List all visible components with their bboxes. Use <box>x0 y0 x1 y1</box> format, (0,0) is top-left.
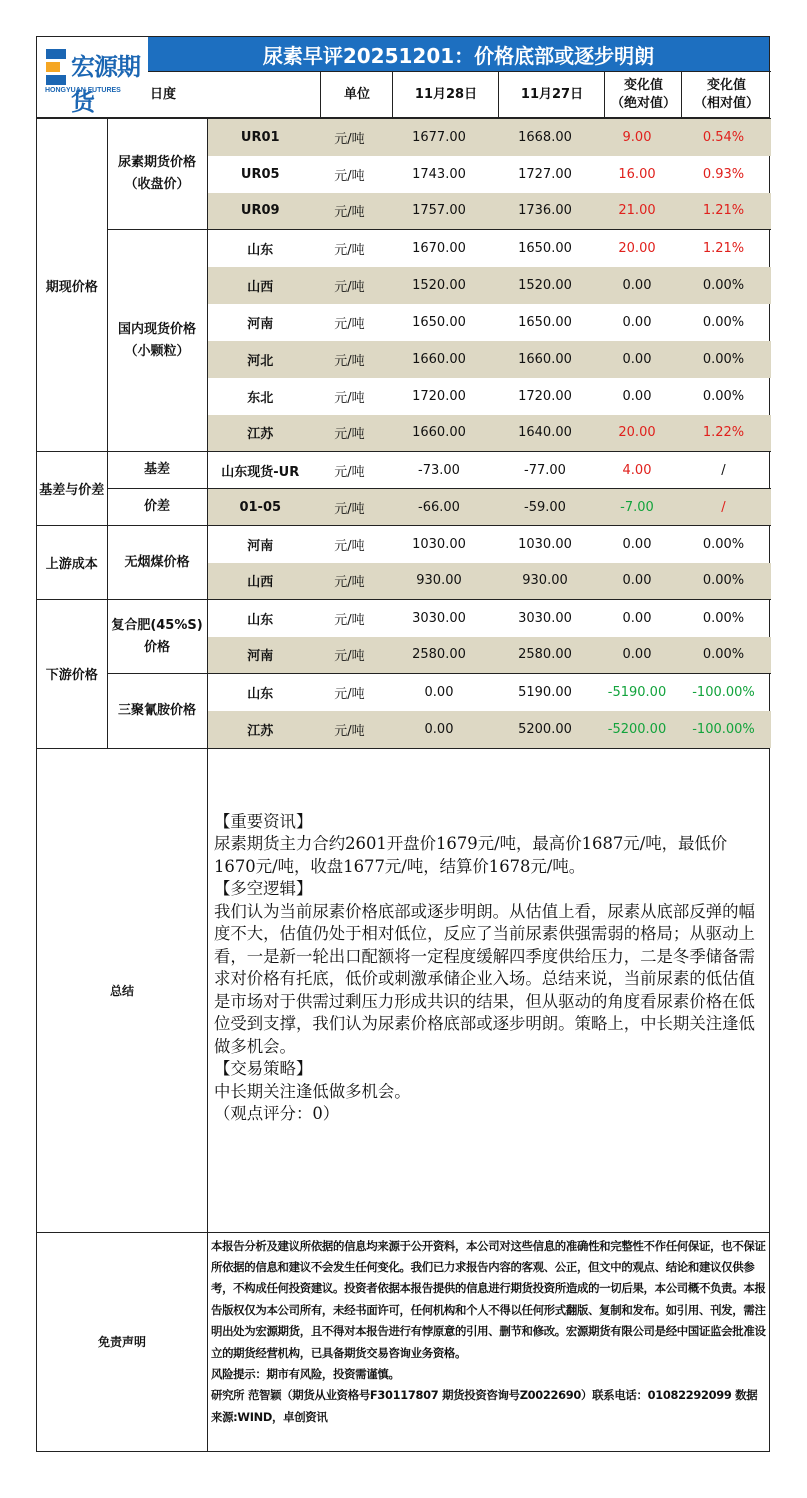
disclaimer-label: 免责声明 <box>37 1233 208 1451</box>
value-date1-cell: 0.00 <box>386 711 492 748</box>
item-cell: 河南 <box>207 637 313 674</box>
header-date2: 11月27日 <box>498 71 605 118</box>
group-name-line: （小颗粒） <box>124 343 190 359</box>
rel-change-cell: 1.21% <box>676 193 771 230</box>
group-name-cell <box>107 119 207 230</box>
item-cell: 东北 <box>247 390 274 406</box>
abs-change-cell: 0.00 <box>598 341 676 378</box>
value-date2-cell: 1650.00 <box>518 314 572 330</box>
value-date2-cell: 1520.00 <box>492 267 598 304</box>
group-name-cell <box>107 526 207 600</box>
abs-change-cell: 0.00 <box>622 314 652 330</box>
value-date1-cell: 1743.00 <box>412 166 466 182</box>
table-row <box>37 452 771 489</box>
group-name-line: 无烟煤价格 <box>124 554 190 570</box>
item-cell: 山东 <box>207 600 313 637</box>
group-name-cell <box>107 230 207 452</box>
abs-change-cell: 9.00 <box>598 119 676 156</box>
value-date1-cell: 2580.00 <box>386 637 492 674</box>
table-row <box>37 119 771 156</box>
item-cell: 山西 <box>207 563 313 600</box>
item-cell: 江苏 <box>207 415 313 452</box>
report-header <box>36 36 770 117</box>
header-rel-change <box>681 71 771 118</box>
table-row <box>37 600 771 637</box>
table-row <box>37 489 771 526</box>
group-name-line: 价格 <box>143 639 170 655</box>
rel-change-cell: 0.00% <box>702 388 745 404</box>
value-date2-cell: 5190.00 <box>492 674 598 711</box>
item-cell: 山西 <box>207 267 313 304</box>
unit-cell: 元/吨 <box>313 674 386 711</box>
summary-strategy-text: 中长期关注逢低做多机会。 <box>214 1081 411 1101</box>
unit-cell: 元/吨 <box>313 119 386 156</box>
unit-cell: 元/吨 <box>313 193 386 230</box>
rel-change-cell: / <box>676 489 771 526</box>
item-cell: UR01 <box>207 119 313 156</box>
rel-change-cell: 0.00% <box>676 563 771 600</box>
report-title: 尿素早评20251201：价格底部或逐步明朗 <box>148 37 769 71</box>
category-cell: 基差与价差 <box>37 452 107 526</box>
unit-cell: 元/吨 <box>313 415 386 452</box>
value-date1-cell: 1720.00 <box>412 388 466 404</box>
rel-change-cell: 0.54% <box>676 119 771 156</box>
abs-change-cell: -7.00 <box>598 489 676 526</box>
abs-change-cell: 0.00 <box>598 267 676 304</box>
value-date1-cell: 1660.00 <box>386 415 492 452</box>
summary-score: （观点评分：0） <box>214 1104 340 1123</box>
unit-cell: 元/吨 <box>313 230 386 267</box>
company-logo <box>37 37 148 115</box>
disclaimer-body <box>211 1236 767 1429</box>
item-cell: UR05 <box>240 166 280 182</box>
value-date1-cell: 1670.00 <box>386 230 492 267</box>
rel-change-cell: 0.00% <box>676 267 771 304</box>
price-table-wrap <box>36 117 770 748</box>
unit-cell: 元/吨 <box>313 489 386 526</box>
unit-cell: 元/吨 <box>334 316 365 332</box>
header-date1: 11月28日 <box>392 71 499 118</box>
item-cell: UR09 <box>207 193 313 230</box>
rel-change-cell: 0.00% <box>676 341 771 378</box>
abs-change-cell: -5200.00 <box>598 711 676 748</box>
rel-change-cell: 1.21% <box>676 230 771 267</box>
group-name-cell <box>107 600 207 674</box>
item-cell: 河北 <box>207 341 313 378</box>
unit-cell: 元/吨 <box>313 526 386 563</box>
abs-change-cell: 0.00 <box>622 388 652 404</box>
group-name-line: 国内现货价格 <box>117 321 196 337</box>
table-row <box>37 526 771 563</box>
summary-logic-text: 我们认为当前尿素价格底部或逐步明朗。从估值上看，尿素从底部反弹的幅度不大，估值仍处于相对低位，反应了当前尿素供强需弱的格局；从驱动上看，一是新一轮出口配额将一定程度缓解四季度供给压力，二是冬季储备需求对价格有托底，低价或刺激承储企业入场。总结来说，当前尿素的低估值是市场对于供需过剩压力形成共识的结果，但从驱动的角度看尿素价格在低位受到支撑，我们认为尿素价格底部或逐步明朗。策略上，中长期关注逢低做多机会。 <box>214 901 755 1056</box>
value-date2-cell: 1650.00 <box>492 230 598 267</box>
rel-change-cell: 0.00% <box>676 637 771 674</box>
price-table <box>37 118 771 748</box>
abs-change-cell: 0.00 <box>598 563 676 600</box>
disclaimer-text: 本报告分析及建议所依据的信息均来源于公开资料，本公司对这些信息的准确性和完整性不作任何保证，也不保证所依据的信息和建议不会发生任何变化。我们已力求报告内容的客观、公正，但文中的观点、结论和建议仅供参考，不构成任何投资建议。投资者依据本报告提供的信息进行期货投资所造成的一切后果，本公司概不负责。本报告版权仅为本公司所有，未经书面许可，任何机构和个人不得以任何形式翻版、复制和发布。如引用、刊发，需注明出处为宏源期货，且不得对本报告进行有悖原意的引用、删节和修改。宏源期货有限公司是经中国证监会批准设立的期货经营机构，已具备期货交易咨询业务资格。 <box>211 1238 766 1360</box>
header-rel-line1: 变化值 <box>706 78 746 93</box>
abs-change-cell: 20.00 <box>598 415 676 452</box>
abs-change-cell: 0.00 <box>598 526 676 563</box>
abs-change-cell: 0.00 <box>598 600 676 637</box>
header-unit: 单位 <box>320 71 393 118</box>
group-name-line: 三聚氰胺价格 <box>117 702 196 718</box>
logo-text-en: HONGYUAN FUTURES <box>45 87 121 94</box>
header-abs-line1: 变化值 <box>623 78 663 93</box>
unit-cell: 元/吨 <box>313 267 386 304</box>
analyst-contact: 研究所 范智颖（期货从业资格号F30117807 期货投资咨询号Z0022690）联系电话：01082292099 数据来源:WIND，卓创资讯 <box>211 1388 758 1424</box>
value-date1-cell: 0.00 <box>386 674 492 711</box>
abs-change-cell: -5190.00 <box>598 674 676 711</box>
value-date1-cell: 1677.00 <box>386 119 492 156</box>
abs-change-cell: 16.00 <box>618 166 656 182</box>
group-name-line: （收盘价） <box>124 177 190 192</box>
value-date1-cell: 1650.00 <box>412 314 466 330</box>
disclaimer-section <box>36 1233 770 1452</box>
unit-cell: 元/吨 <box>313 637 386 674</box>
value-date2-cell: 1640.00 <box>492 415 598 452</box>
value-date2-cell: 1720.00 <box>518 388 572 404</box>
group-name-cell <box>107 674 207 748</box>
group-name-line: 基差 <box>143 462 170 477</box>
header-dimension-label: 日度 <box>150 87 177 102</box>
header-dimension <box>148 71 320 118</box>
value-date2-cell: -77.00 <box>492 452 598 489</box>
group-name-line: 尿素期货价格 <box>117 155 196 170</box>
item-cell: 山东 <box>207 674 313 711</box>
unit-cell: 元/吨 <box>313 452 386 489</box>
value-date1-cell: -73.00 <box>386 452 492 489</box>
abs-change-cell: 21.00 <box>598 193 676 230</box>
value-date1-cell: -66.00 <box>386 489 492 526</box>
unit-cell: 元/吨 <box>313 341 386 378</box>
value-date2-cell: 1727.00 <box>518 166 572 182</box>
rel-change-cell: -100.00% <box>676 674 771 711</box>
item-cell: 山东 <box>207 230 313 267</box>
value-date2-cell: 5200.00 <box>492 711 598 748</box>
report-sheet <box>36 36 770 1452</box>
logo-text-cn: 宏源期货 <box>71 53 140 116</box>
group-name-cell <box>107 452 207 489</box>
rel-change-cell: 0.00% <box>676 526 771 563</box>
summary-body <box>214 811 767 1126</box>
category-cell: 上游成本 <box>37 526 107 600</box>
abs-change-cell: 0.00 <box>598 637 676 674</box>
rel-change-cell: 0.00% <box>676 600 771 637</box>
rel-change-cell: 0.93% <box>702 166 745 182</box>
item-cell: 河南 <box>207 526 313 563</box>
value-date1-cell: 930.00 <box>386 563 492 600</box>
value-date2-cell: -59.00 <box>492 489 598 526</box>
category-cell: 期现价格 <box>37 119 107 452</box>
value-date2-cell: 2580.00 <box>492 637 598 674</box>
group-name-cell <box>107 489 207 526</box>
logo-mark-icon <box>43 47 71 89</box>
value-date1-cell: 1030.00 <box>386 526 492 563</box>
value-date2-cell: 1030.00 <box>492 526 598 563</box>
summary-heading-news: 【重要资讯】 <box>214 811 313 831</box>
value-date2-cell: 1660.00 <box>492 341 598 378</box>
value-date2-cell: 3030.00 <box>492 600 598 637</box>
unit-cell: 元/吨 <box>313 711 386 748</box>
value-date2-cell: 1736.00 <box>492 193 598 230</box>
header-abs-change <box>604 71 682 118</box>
summary-label: 总结 <box>37 749 208 1232</box>
value-date2-cell: 930.00 <box>492 563 598 600</box>
group-name-line: 价差 <box>143 499 170 514</box>
table-row <box>37 230 771 267</box>
unit-cell: 元/吨 <box>334 390 365 406</box>
unit-cell: 元/吨 <box>334 168 365 184</box>
unit-cell: 元/吨 <box>313 600 386 637</box>
summary-heading-logic: 【多空逻辑】 <box>214 879 313 898</box>
item-cell: 山东现货-UR <box>207 452 313 489</box>
value-date1-cell: 1660.00 <box>386 341 492 378</box>
rel-change-cell: 0.00% <box>702 314 745 330</box>
summary-heading-strategy: 【交易策略】 <box>214 1059 313 1078</box>
rel-change-cell: / <box>676 452 771 489</box>
summary-news-text: 尿素期货主力合约2601开盘价1679元/吨，最高价1687元/吨，最低价1670元/吨，收盘1677元/吨，结算价1678元/吨。 <box>214 834 728 876</box>
rel-change-cell: 1.22% <box>676 415 771 452</box>
item-cell: 河南 <box>247 316 274 332</box>
header-abs-line2: （绝对值） <box>610 96 676 111</box>
value-date1-cell: 1757.00 <box>386 193 492 230</box>
header-rel-line2: （相对值） <box>693 96 759 111</box>
abs-change-cell: 4.00 <box>598 452 676 489</box>
table-row <box>37 674 771 711</box>
unit-cell: 元/吨 <box>313 563 386 600</box>
rel-change-cell: -100.00% <box>676 711 771 748</box>
value-date1-cell: 3030.00 <box>386 600 492 637</box>
risk-warning: 风险提示：期市有风险，投资需谨慎。 <box>211 1366 400 1381</box>
value-date1-cell: 1520.00 <box>386 267 492 304</box>
category-cell: 下游价格 <box>37 600 107 748</box>
item-cell: 01-05 <box>207 489 313 526</box>
summary-section <box>36 748 770 1233</box>
group-name-line: 复合肥(45%S) <box>111 617 203 633</box>
value-date2-cell: 1668.00 <box>492 119 598 156</box>
item-cell: 江苏 <box>207 711 313 748</box>
abs-change-cell: 20.00 <box>598 230 676 267</box>
